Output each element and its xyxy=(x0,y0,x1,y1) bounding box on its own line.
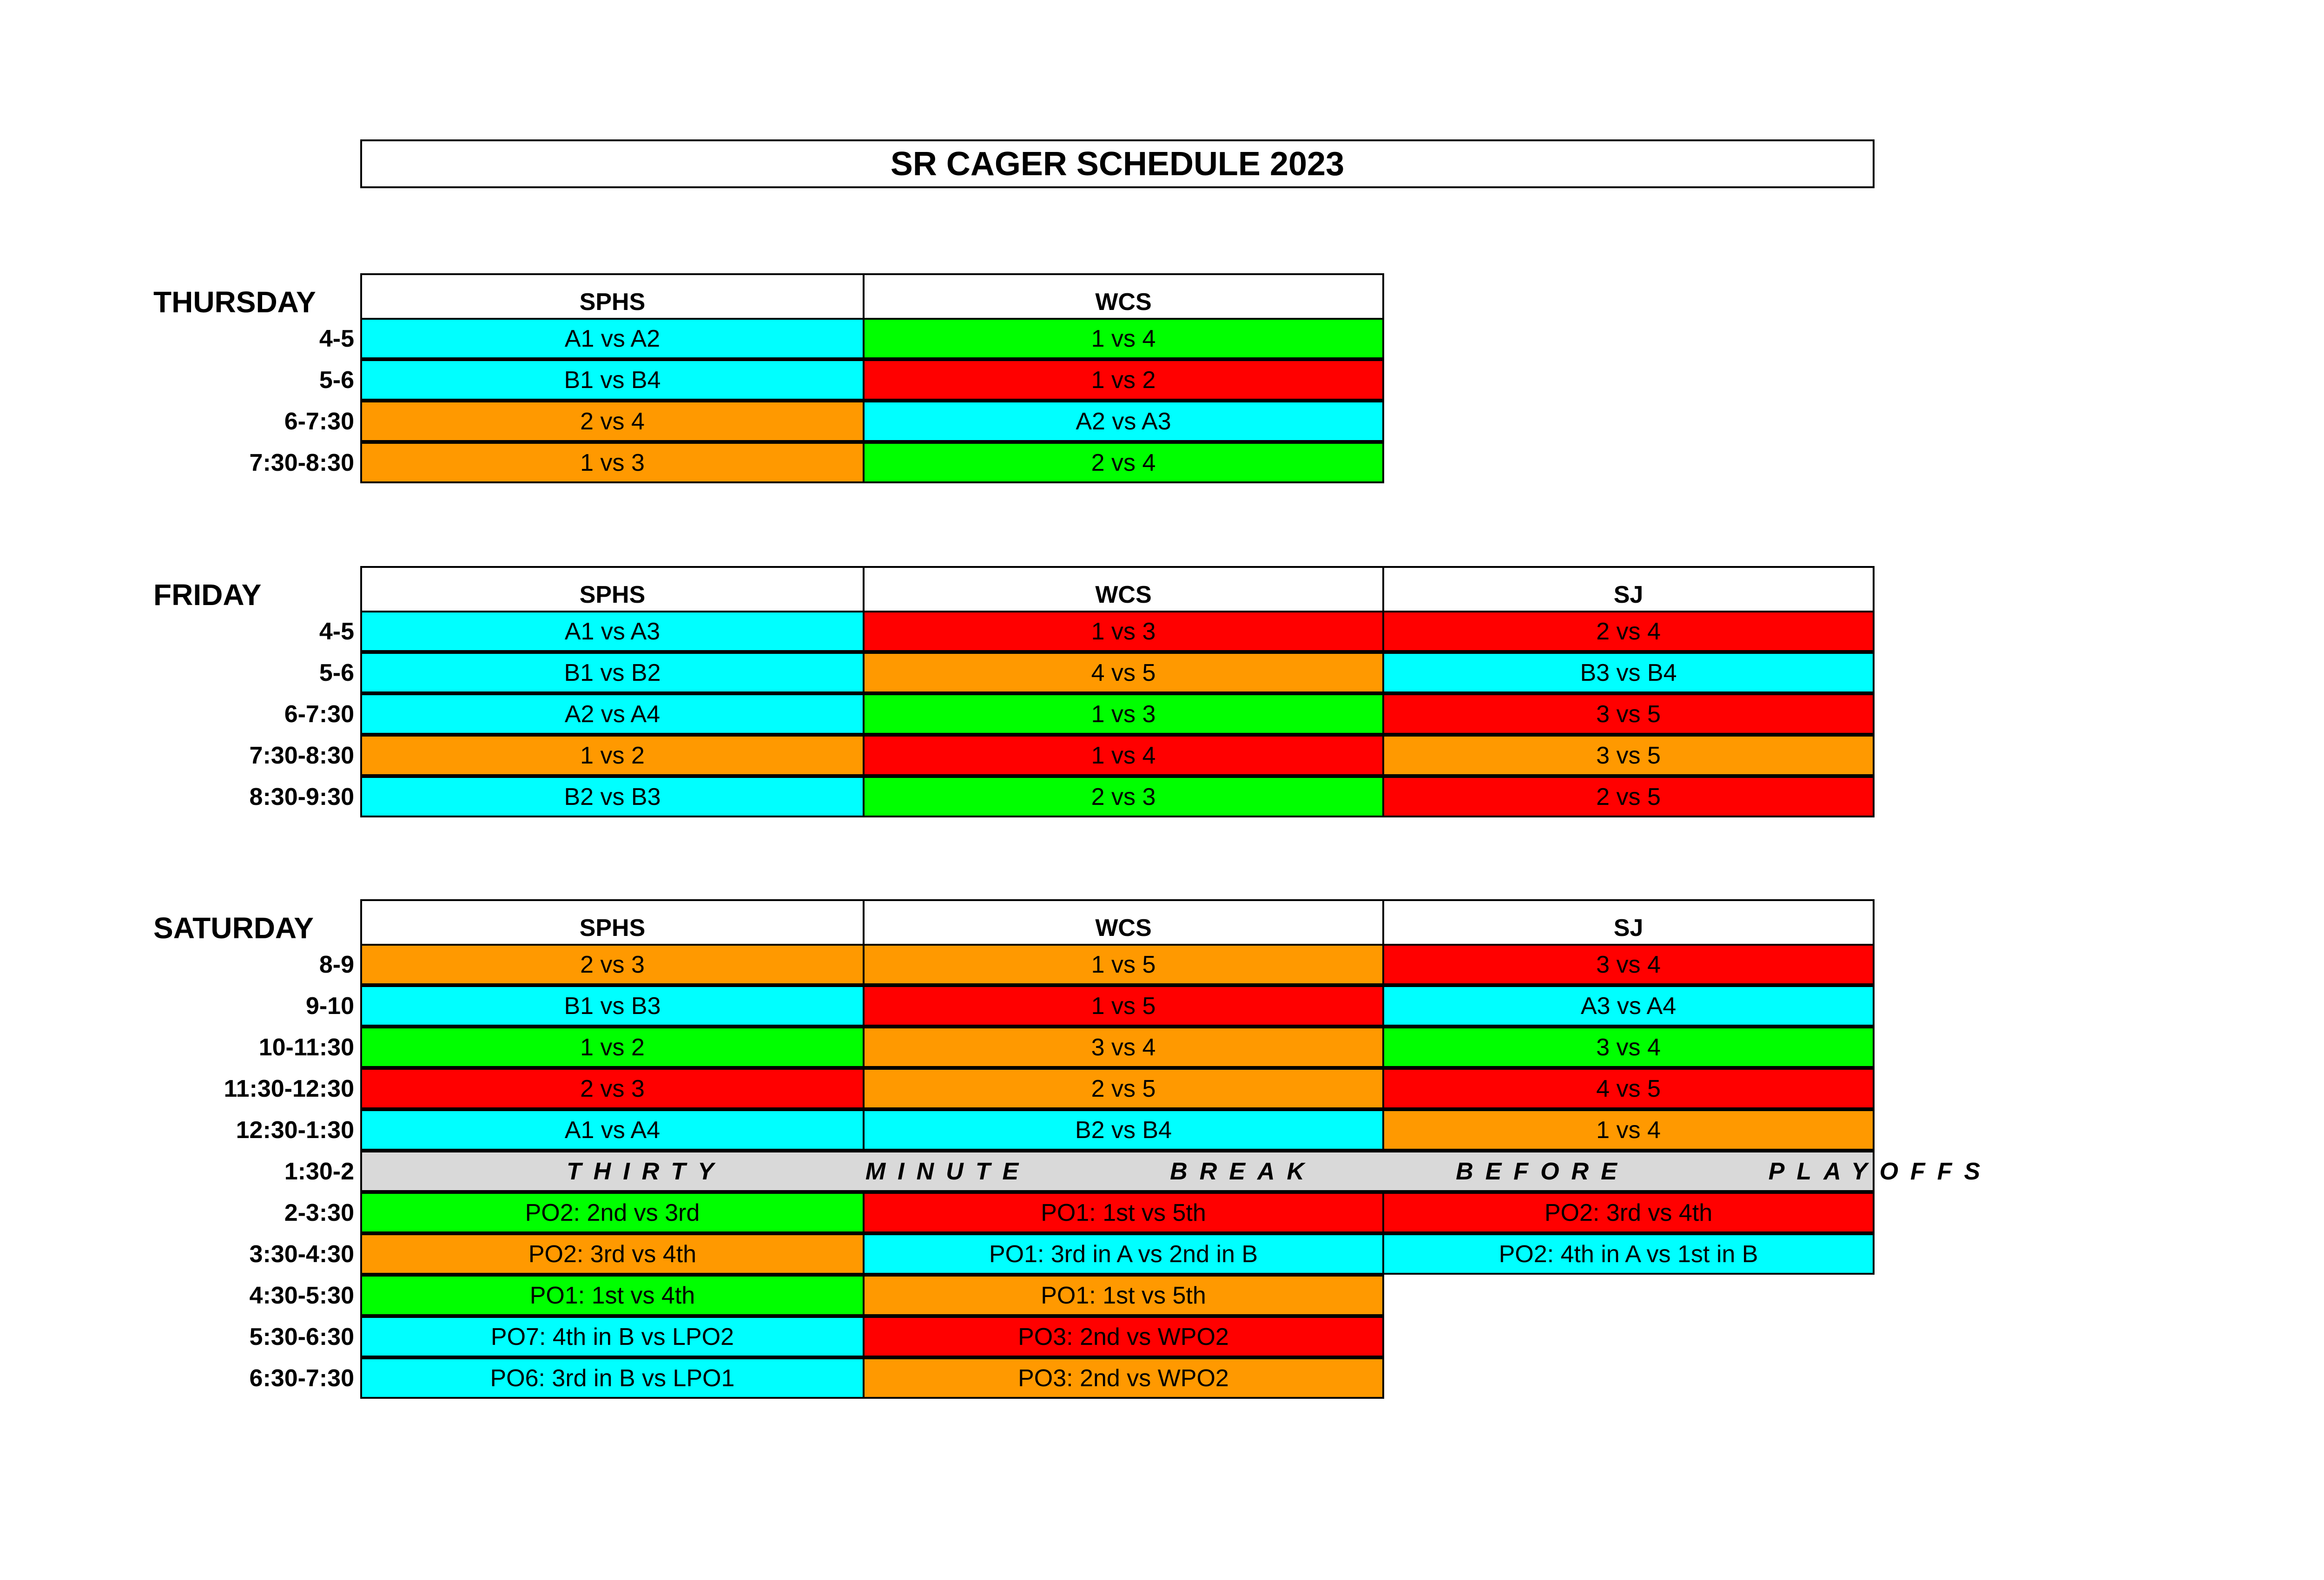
game-cell: 1 vs 2 xyxy=(863,359,1384,401)
column-header-sphs: SPHS xyxy=(360,273,865,320)
column-header-wcs: WCS xyxy=(863,566,1384,612)
column-header-sphs: SPHS xyxy=(360,899,865,946)
day-label: FRIDAY xyxy=(153,578,262,612)
time-slot: 1:30-2 xyxy=(284,1158,354,1185)
time-slot: 11:30-12:30 xyxy=(224,1075,354,1102)
game-cell: A1 vs A4 xyxy=(360,1109,865,1151)
game-cell: B2 vs B4 xyxy=(863,1109,1384,1151)
time-slot: 6-7:30 xyxy=(284,408,354,435)
game-cell: 2 vs 3 xyxy=(360,944,865,985)
table-row xyxy=(0,1068,2324,1109)
table-row xyxy=(0,1233,2324,1275)
game-cell: 1 vs 3 xyxy=(863,611,1384,652)
time-slot: 5:30-6:30 xyxy=(249,1323,354,1350)
table-row xyxy=(0,1275,2324,1316)
game-cell: B1 vs B2 xyxy=(360,652,865,693)
game-cell: A2 vs A4 xyxy=(360,693,865,735)
table-row xyxy=(0,318,2324,359)
table-row xyxy=(0,1151,2324,1192)
game-cell: 2 vs 3 xyxy=(360,1068,865,1109)
table-row xyxy=(0,776,2324,817)
day-label: THURSDAY xyxy=(153,285,316,319)
game-cell: B1 vs B3 xyxy=(360,985,865,1027)
time-slot: 3:30-4:30 xyxy=(249,1240,354,1268)
time-slot: 4:30-5:30 xyxy=(249,1282,354,1309)
day-label: SATURDAY xyxy=(153,911,314,945)
time-slot: 2-3:30 xyxy=(284,1199,354,1226)
column-header-wcs: WCS xyxy=(863,899,1384,946)
game-cell: 1 vs 2 xyxy=(360,1027,865,1068)
time-slot: 6:30-7:30 xyxy=(249,1364,354,1392)
table-row xyxy=(0,944,2324,985)
column-header-sj: SJ xyxy=(1382,899,1875,946)
game-cell: 4 vs 5 xyxy=(863,652,1384,693)
game-cell: PO6: 3rd in B vs LPO1 xyxy=(360,1357,865,1399)
break-banner xyxy=(360,1151,1993,1192)
game-cell: 2 vs 4 xyxy=(863,442,1384,483)
time-slot: 8:30-9:30 xyxy=(249,783,354,810)
game-cell: 1 vs 5 xyxy=(863,944,1384,985)
time-slot: 12:30-1:30 xyxy=(236,1116,354,1144)
table-row xyxy=(0,652,2324,693)
table-row xyxy=(0,735,2324,776)
game-cell: PO1: 3rd in A vs 2nd in B xyxy=(863,1233,1384,1275)
table-row xyxy=(0,1109,2324,1151)
game-cell: PO2: 2nd vs 3rd xyxy=(360,1192,865,1233)
game-cell: 2 vs 5 xyxy=(863,1068,1384,1109)
game-cell: A3 vs A4 xyxy=(1382,985,1875,1027)
time-slot: 4-5 xyxy=(319,618,354,645)
column-header-sphs: SPHS xyxy=(360,566,865,612)
break-word: BREAK xyxy=(1170,1158,1317,1185)
game-cell: PO2: 4th in A vs 1st in B xyxy=(1382,1233,1875,1275)
game-cell: B3 vs B4 xyxy=(1382,652,1875,693)
table-row xyxy=(0,611,2324,652)
game-cell: A1 vs A3 xyxy=(360,611,865,652)
game-cell: 2 vs 4 xyxy=(360,401,865,442)
game-cell: PO2: 3rd vs 4th xyxy=(1382,1192,1875,1233)
game-cell: 3 vs 4 xyxy=(1382,1027,1875,1068)
table-row xyxy=(0,985,2324,1027)
time-slot: 5-6 xyxy=(319,659,354,686)
game-cell: PO7: 4th in B vs LPO2 xyxy=(360,1316,865,1357)
game-cell: PO1: 1st vs 5th xyxy=(863,1192,1384,1233)
game-cell: 3 vs 5 xyxy=(1382,735,1875,776)
game-cell: 1 vs 2 xyxy=(360,735,865,776)
break-word: MINUTE xyxy=(865,1158,1031,1185)
break-word: PLAYOFFS xyxy=(1768,1158,1993,1185)
game-cell: 1 vs 4 xyxy=(863,735,1384,776)
time-slot: 7:30-8:30 xyxy=(249,742,354,769)
game-cell: 3 vs 5 xyxy=(1382,693,1875,735)
table-row xyxy=(0,401,2324,442)
game-cell: 2 vs 4 xyxy=(1382,611,1875,652)
game-cell: B2 vs B3 xyxy=(360,776,865,817)
game-cell: 2 vs 5 xyxy=(1382,776,1875,817)
game-cell: 1 vs 4 xyxy=(1382,1109,1875,1151)
game-cell: 1 vs 3 xyxy=(360,442,865,483)
game-cell: A2 vs A3 xyxy=(863,401,1384,442)
game-cell: 1 vs 3 xyxy=(863,693,1384,735)
game-cell: 1 vs 5 xyxy=(863,985,1384,1027)
game-cell: 1 vs 4 xyxy=(863,318,1384,359)
game-cell: PO2: 3rd vs 4th xyxy=(360,1233,865,1275)
table-row xyxy=(0,359,2324,401)
game-cell: PO1: 1st vs 4th xyxy=(360,1275,865,1316)
table-row xyxy=(0,1357,2324,1399)
break-word: THIRTY xyxy=(567,1158,726,1185)
table-row xyxy=(0,1027,2324,1068)
table-row xyxy=(0,442,2324,483)
time-slot: 4-5 xyxy=(319,325,354,352)
game-cell: PO1: 1st vs 5th xyxy=(863,1275,1384,1316)
game-cell: B1 vs B4 xyxy=(360,359,865,401)
time-slot: 5-6 xyxy=(319,366,354,394)
column-header-sj: SJ xyxy=(1382,566,1875,612)
time-slot: 8-9 xyxy=(319,951,354,978)
game-cell: 4 vs 5 xyxy=(1382,1068,1875,1109)
time-slot: 7:30-8:30 xyxy=(249,449,354,476)
table-row xyxy=(0,1316,2324,1357)
game-cell: A1 vs A2 xyxy=(360,318,865,359)
game-cell: 3 vs 4 xyxy=(863,1027,1384,1068)
time-slot: 10-11:30 xyxy=(258,1034,354,1061)
time-slot: 9-10 xyxy=(305,992,354,1020)
game-cell: PO3: 2nd vs WPO2 xyxy=(863,1357,1384,1399)
break-word: BEFORE xyxy=(1456,1158,1629,1185)
table-row xyxy=(0,1192,2324,1233)
game-cell: 3 vs 4 xyxy=(1382,944,1875,985)
time-slot: 6-7:30 xyxy=(284,700,354,728)
game-cell: 2 vs 3 xyxy=(863,776,1384,817)
schedule-title: SR CAGER SCHEDULE 2023 xyxy=(360,139,1875,188)
table-row xyxy=(0,693,2324,735)
column-header-wcs: WCS xyxy=(863,273,1384,320)
game-cell: PO3: 2nd vs WPO2 xyxy=(863,1316,1384,1357)
